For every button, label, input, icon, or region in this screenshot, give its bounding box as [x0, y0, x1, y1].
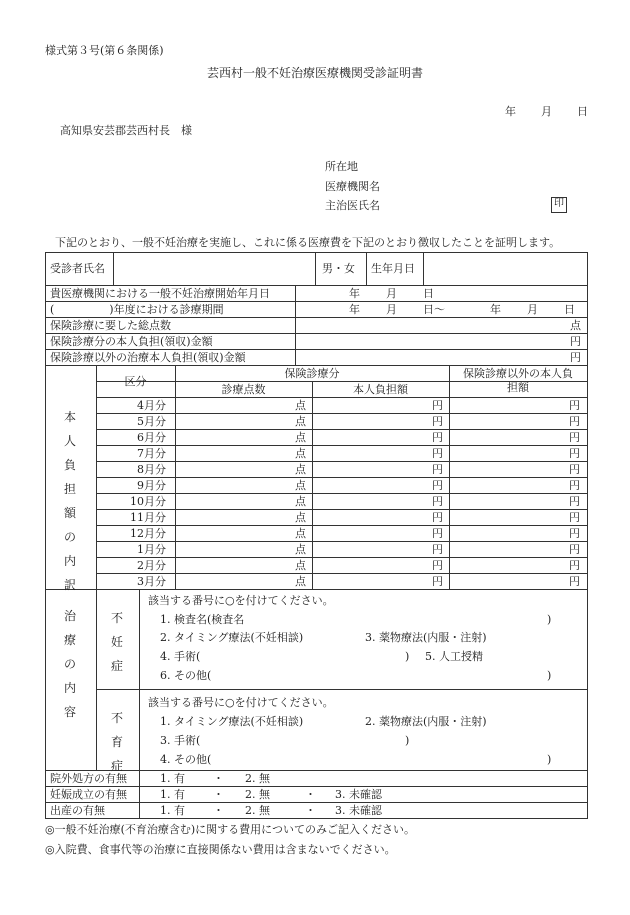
form-number: 様式第３号(第６条関係) — [45, 44, 164, 57]
month-charge-cell[interactable]: 円 — [432, 559, 443, 572]
date-year-field[interactable]: 年 — [505, 105, 516, 118]
row-label: 妊娠成立の有無 — [50, 788, 127, 801]
month-uninsured-cell[interactable]: 円 — [569, 399, 580, 412]
infertility-option-1-close: ) — [547, 613, 552, 626]
month-points-cell[interactable]: 点 — [295, 415, 306, 428]
month-points-cell[interactable]: 点 — [295, 559, 306, 572]
sterility-option-4[interactable]: 4. その他( — [160, 753, 212, 766]
date-month-field[interactable]: 月 — [541, 105, 552, 118]
address-field-label: 所在地 — [325, 160, 358, 173]
uninsured-header: 保険診療以外の本人負担額 — [463, 367, 573, 394]
total-points-label: 保険診療に要した総点数 — [50, 319, 171, 332]
uninsured-charge-label: 保険診療以外の治療本人負担(領収)金額 — [50, 351, 246, 364]
sterility-option-4-close: ) — [547, 753, 552, 766]
month-points-cell[interactable]: 点 — [295, 399, 306, 412]
period-to-year[interactable]: 年 — [490, 303, 501, 316]
row-label: 出産の有無 — [50, 804, 105, 817]
option-no[interactable]: 2. 無 — [245, 804, 270, 817]
month-charge-cell[interactable]: 円 — [432, 543, 443, 556]
period-to-day[interactable]: 日 — [564, 303, 575, 316]
month-points-cell[interactable]: 点 — [295, 447, 306, 460]
month-charge-cell[interactable]: 円 — [432, 415, 443, 428]
start-year[interactable]: 年 — [349, 287, 360, 300]
doctor-field-label: 主治医氏名 — [325, 199, 380, 212]
infertility-option-4-close: ) — [405, 650, 410, 663]
period-to-month[interactable]: 月 — [527, 303, 538, 316]
patient-name-field[interactable] — [114, 253, 315, 285]
month-charge-cell[interactable]: 円 — [432, 399, 443, 412]
document-title: 芸西村一般不妊治療医療機関受診証明書 — [206, 66, 423, 80]
insured-header: 保険診療分 — [284, 367, 340, 380]
month-label: 9月分 — [137, 479, 166, 492]
period-from-day[interactable]: 日～ — [423, 303, 445, 316]
separator-dot: ・ — [213, 772, 224, 785]
sex-select[interactable]: 男・女 — [322, 262, 355, 275]
option-unconfirmed[interactable]: 3. 未確認 — [335, 788, 382, 801]
note-2: ◎入院費、食事代等の治療に直接関係ない費用は含まないでください。 — [45, 843, 396, 856]
infertility-label: 不妊症 — [110, 611, 123, 673]
infertility-option-6-close: ) — [547, 669, 552, 682]
month-uninsured-cell[interactable]: 円 — [569, 527, 580, 540]
month-charge-cell[interactable]: 円 — [432, 575, 443, 588]
month-label: 8月分 — [137, 463, 166, 476]
month-charge-cell[interactable]: 円 — [432, 527, 443, 540]
option-yes[interactable]: 1. 有 — [160, 772, 185, 785]
separator-dot: ・ — [213, 788, 224, 801]
sterility-option-2[interactable]: 2. 薬物療法(内服・注射) — [365, 715, 487, 728]
start-month[interactable]: 月 — [386, 287, 397, 300]
period-from-month[interactable]: 月 — [386, 303, 397, 316]
month-charge-cell[interactable]: 円 — [432, 511, 443, 524]
infertility-option-1[interactable]: 1. 検査名(検査名 — [160, 613, 245, 626]
month-uninsured-cell[interactable]: 円 — [569, 479, 580, 492]
patient-name-label: 受診者氏名 — [50, 262, 105, 275]
month-uninsured-cell[interactable]: 円 — [569, 431, 580, 444]
month-charge-cell[interactable]: 円 — [432, 431, 443, 444]
period-from-year[interactable]: 年 — [349, 303, 360, 316]
infertility-option-6[interactable]: 6. その他( — [160, 669, 212, 682]
charge-header: 本人負担額 — [353, 383, 408, 396]
infertility-instruction: 該当する番号に○を付けてください。 — [148, 594, 334, 607]
month-charge-cell[interactable]: 円 — [432, 463, 443, 476]
addressee: 高知県安芸郡芸西村長 様 — [60, 124, 192, 137]
month-label: 2月分 — [137, 559, 166, 572]
option-unconfirmed[interactable]: 3. 未確認 — [335, 804, 382, 817]
sterility-option-3[interactable]: 3. 手術( — [160, 734, 201, 747]
treatment-side-label: 治療の内容 — [63, 609, 76, 719]
month-label: 3月分 — [137, 575, 166, 588]
month-uninsured-cell[interactable]: 円 — [569, 415, 580, 428]
month-label: 4月分 — [137, 399, 166, 412]
option-no[interactable]: 2. 無 — [245, 788, 270, 801]
sterility-label: 不育症 — [110, 711, 123, 773]
sterility-instruction: 該当する番号に○を付けてください。 — [148, 696, 334, 709]
month-uninsured-cell[interactable]: 円 — [569, 495, 580, 508]
birth-date-field[interactable] — [424, 253, 587, 285]
month-points-cell[interactable]: 点 — [295, 463, 306, 476]
infertility-option-5[interactable]: 5. 人工授精 — [425, 650, 483, 663]
row-label: 院外処方の有無 — [50, 772, 127, 785]
month-points-cell[interactable]: 点 — [295, 527, 306, 540]
seal-box: 印 — [551, 197, 567, 213]
month-label: 12月分 — [130, 527, 166, 540]
month-points-cell[interactable]: 点 — [295, 575, 306, 588]
month-uninsured-cell[interactable]: 円 — [569, 543, 580, 556]
month-label: 1月分 — [137, 543, 166, 556]
option-no[interactable]: 2. 無 — [245, 772, 270, 785]
month-uninsured-cell[interactable]: 円 — [569, 463, 580, 476]
start-day[interactable]: 日 — [423, 287, 434, 300]
breakdown-side-label: 本人負担額の内訳 — [63, 410, 76, 592]
note-1: ◎一般不妊治療(不育治療含む)に関する費用についてのみご記入ください。 — [45, 823, 415, 836]
month-points-cell[interactable]: 点 — [295, 431, 306, 444]
infertility-option-4[interactable]: 4. 手術( — [160, 650, 201, 663]
month-points-cell[interactable]: 点 — [295, 495, 306, 508]
date-day-field[interactable]: 日 — [577, 105, 588, 118]
month-label: 7月分 — [137, 447, 166, 460]
insured-charge-label: 保険診療分の本人負担(領収)金額 — [50, 335, 213, 348]
separator-dot: ・ — [305, 788, 316, 801]
month-uninsured-cell[interactable]: 円 — [569, 575, 580, 588]
sterility-option-1[interactable]: 1. タイミング療法(不妊相談) — [160, 715, 304, 728]
month-label: 6月分 — [137, 431, 166, 444]
month-uninsured-cell[interactable]: 円 — [569, 511, 580, 524]
institution-field-label: 医療機関名 — [325, 180, 380, 193]
infertility-option-2[interactable]: 2. タイミング療法(不妊相談) — [160, 631, 304, 644]
month-label: 10月分 — [130, 495, 166, 508]
insured-charge-unit[interactable]: 円 — [570, 335, 581, 348]
option-yes[interactable]: 1. 有 — [160, 788, 185, 801]
month-charge-cell[interactable]: 円 — [432, 447, 443, 460]
points-header: 診療点数 — [221, 383, 266, 396]
month-points-cell[interactable]: 点 — [295, 543, 306, 556]
birth-date-label: 生年月日 — [371, 262, 415, 275]
month-points-cell[interactable]: 点 — [295, 479, 306, 492]
separator-dot: ・ — [213, 804, 224, 817]
month-label: 11月分 — [130, 511, 166, 524]
option-yes[interactable]: 1. 有 — [160, 804, 185, 817]
month-uninsured-cell[interactable]: 円 — [569, 447, 580, 460]
intro-statement: 下記のとおり、一般不妊治療を実施し、これに係る医療費を下記のとおり徴収したことを証明します。 — [55, 236, 561, 249]
month-label: 5月分 — [137, 415, 166, 428]
total-points-unit[interactable]: 点 — [570, 319, 581, 332]
treatment-start-label: 貴医療機関における一般不妊治療開始年月日 — [50, 287, 270, 300]
separator-dot: ・ — [305, 804, 316, 817]
month-points-cell[interactable]: 点 — [295, 511, 306, 524]
category-header: 区分 — [124, 375, 147, 388]
uninsured-charge-unit[interactable]: 円 — [570, 351, 581, 364]
month-uninsured-cell[interactable]: 円 — [569, 559, 580, 572]
sterility-option-3-close: ) — [405, 734, 410, 747]
month-charge-cell[interactable]: 円 — [432, 479, 443, 492]
treatment-period-label: ( )年度における診療期間 — [50, 303, 224, 316]
infertility-option-3[interactable]: 3. 薬物療法(内服・注射) — [365, 631, 487, 644]
month-charge-cell[interactable]: 円 — [432, 495, 443, 508]
